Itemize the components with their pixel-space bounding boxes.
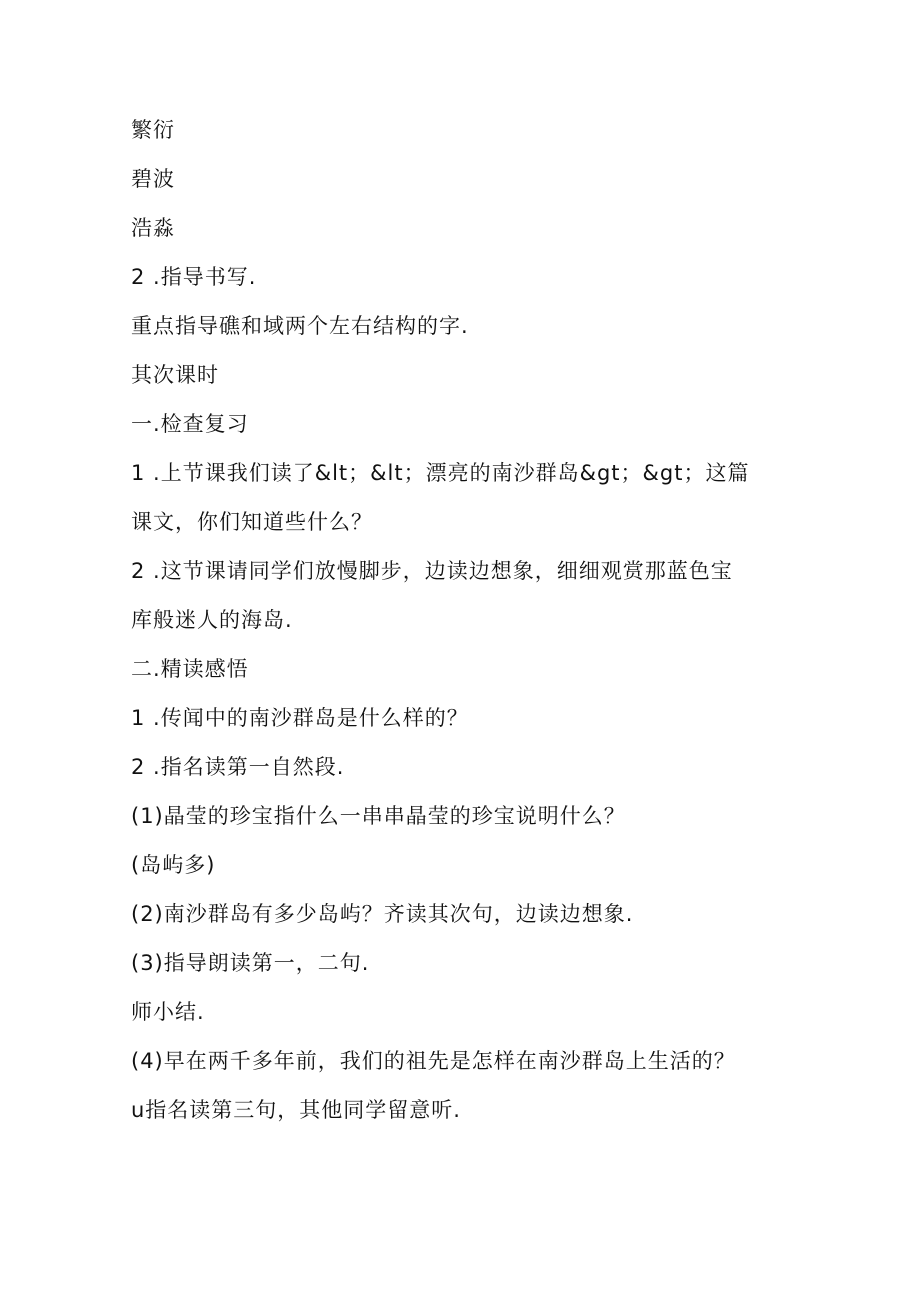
text-line: 碧波 [131,167,175,191]
text-line: 师小结. [131,1000,205,1024]
text-line: (2)南沙群岛有多少岛屿？齐读其次句，边读边想象. [131,902,634,926]
text-line: 1 .传闻中的南沙群岛是什么样的？ [131,706,469,730]
text-line: u指名读第三句，其他同学留意听. [131,1098,461,1122]
text-line: 浩淼 [131,216,175,240]
text-line: (岛屿多) [131,853,216,877]
text-line: 课文，你们知道些什么？ [131,510,373,534]
text-line: (1)晶莹的珍宝指什么一串串晶莹的珍宝说明什么？ [131,804,626,828]
text-line: 2 .指导书写. [131,265,257,289]
text-line: 重点指导礁和域两个左右结构的字. [131,314,469,338]
section-heading: 其次课时 [131,363,219,387]
section-heading: 二.精读感悟 [131,657,249,681]
text-line: 繁衍 [131,118,175,142]
document-body [131,112,791,1141]
text-line: 1 .上节课我们读了&lt；&lt；漂亮的南沙群岛&gt；&gt；这篇 [131,461,750,485]
text-line: 2 .这节课请同学们放慢脚步，边读边想象，细细观赏那蓝色宝 [131,559,733,583]
section-heading: 一.检查复习 [131,412,249,436]
text-line: (3)指导朗读第一，二句. [131,951,370,975]
text-line: 库般迷人的海岛. [131,608,293,632]
text-line: (4)早在两千多年前，我们的祖先是怎样在南沙群岛上生活的？ [131,1049,736,1073]
text-line: 2 .指名读第一自然段. [131,755,345,779]
